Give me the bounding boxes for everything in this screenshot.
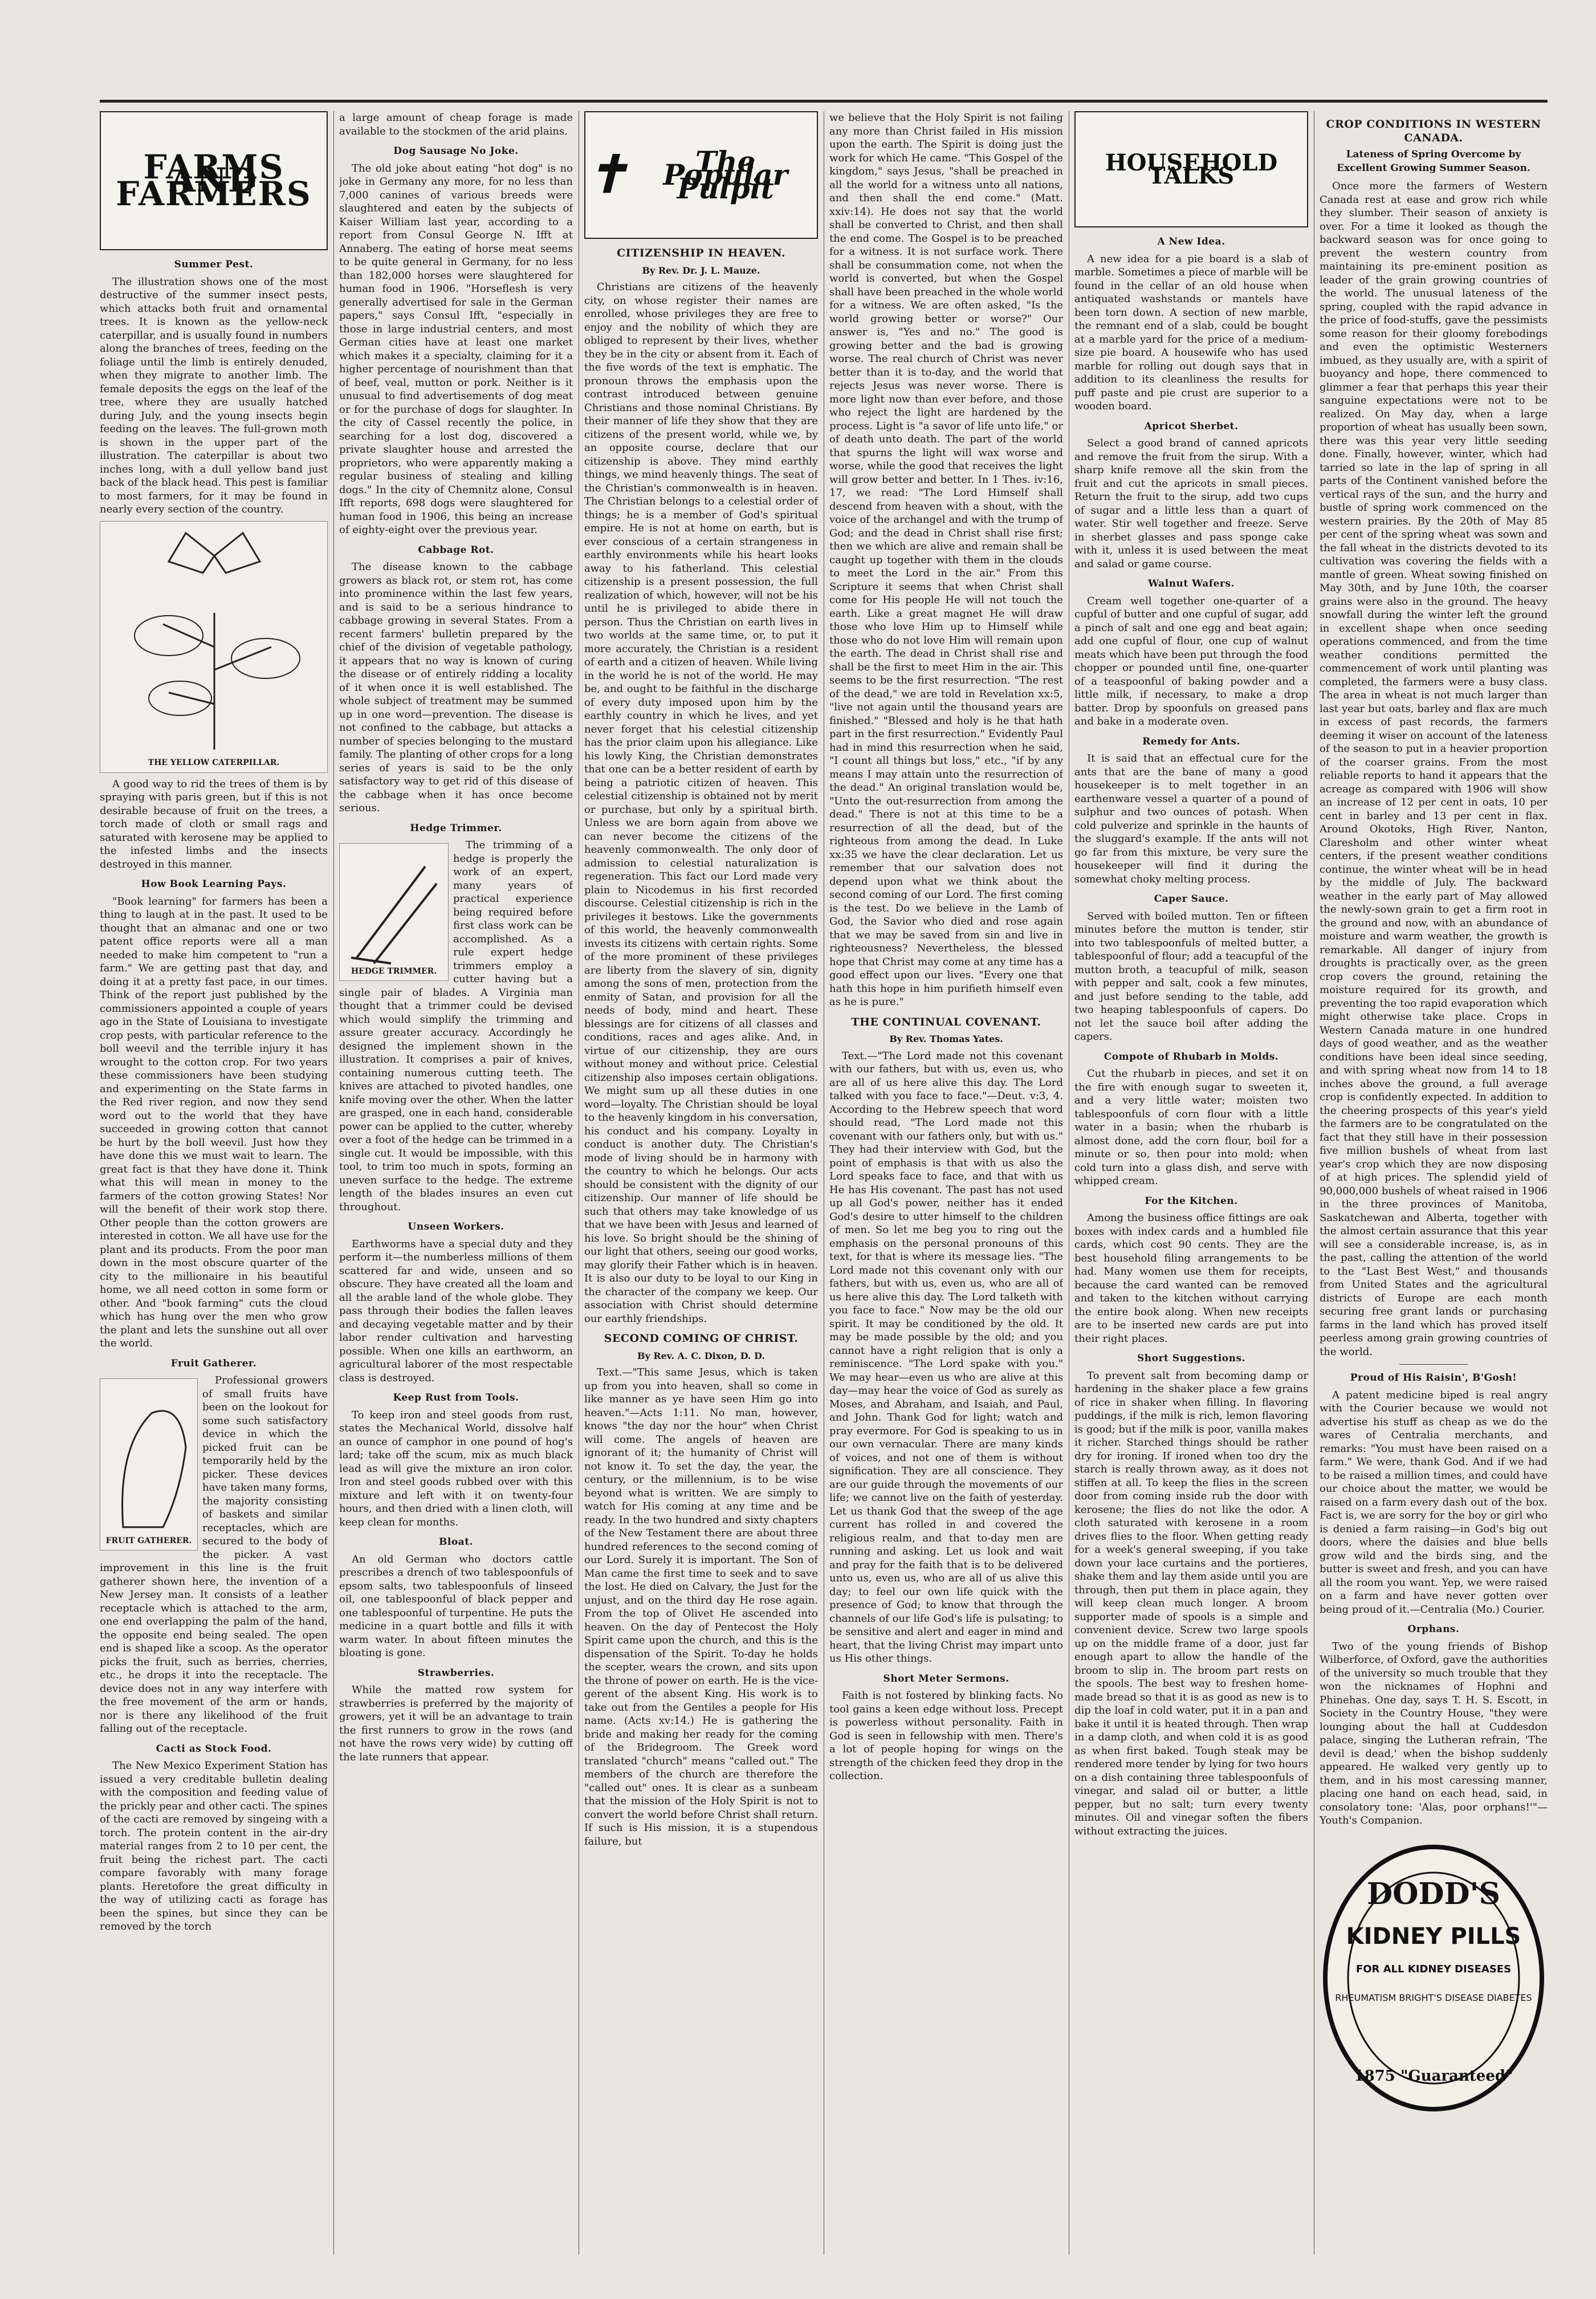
- walnut-text: Cream well together one-quarter of a cupful of butter and one cupful of sugar, add a pinch of salt and one egg and beat again; add one cupful of flour, one cup of walnut meats which have been put through the food chopper or pounded until fine, one-quarter of a teaspoonful of baking powder and a little milk, if necessary, to make a drop batter. Drop by spoonfuls on greased pans and bake in a moderate oven.: [1074, 595, 1308, 727]
- raisin-text: A patent medicine biped is real angry with the Courier because we would not advertise his stuff as cheap as we do the wares of Centralia merchants, and remarks: "You must have been raised on a farm." We were, thank God. And if we had to be raised a million times, and could have our choice about the matter, we would be raised on a farm every dash out of the box. Fact is, we are sorry for the boy or girl who is denied a farm raising—in God's big out doors, where the daisies and blue bells grow wild and the birds sing, and the butter is sweet and fresh, and you can have all the room you want. Yep, we were raised on a farm and have never gotten over being proud of it.—Centralia (Mo.) Courier.: [1320, 1389, 1548, 1616]
- column-1: [100, 111, 328, 2255]
- second-coming-byline: By Rev. A. C. Dixon, D. D.: [637, 1350, 766, 1361]
- column-divider: [333, 111, 334, 2255]
- second-coming-text: Text.—"This same Jesus, which is taken up from you into heaven, shall so come in like manner as ye have seen Him go into heaven."—Acts 1:11. No man, however, knows "the day nor the hour" when Christ will come. The angels of heaven are ignorant of it; the humanity of Christ will not know it. To set the day, the year, the century, or the millennium, is to be wise beyond what is written. We are simply to watch for His coming at any time and be ready. In the two hundred and sixty chapters of the New Testament there are about three hundred references to the second coming of our Lord. Surely it is important. The Son of Man came the first time to seek and to save the lost. He died on Calvary, the Just for the unjust, and on the third day He rose again. From the top of Olivet He ascended into heaven. On the day of Pentecost the Holy Spirit came upon the church, and this is the dispensation of the Spirit. To-day he holds the scepter, wears the crown, and sits upon the throne of power on earth. He is the vice-gerent of the absent King. His work is to take out from the Gentiles a people for His name. (Acts xv:14.) He is gathering the bride and making her ready for the coming of the Bridegroom. The Greek word translated "church" means "called out." The members of the church are therefore the "called out" ones. It is clear as a sunbeam that the mission of the Holy Spirit is not to convert the world before Christ shall return. If such is His mission, it is a stupendous failure, but: [584, 1366, 818, 1848]
- cacti-continued-text: a large amount of cheap forage is made available to the stockmen of the arid plains.: [339, 112, 573, 137]
- crops-heading: CROP CONDITIONS IN WESTERN CANADA.: [1326, 118, 1541, 144]
- dog-sausage-heading: Dog Sausage No Joke.: [393, 145, 519, 157]
- orphans-heading: Orphans.: [1407, 1623, 1460, 1635]
- crops-subheading: Lateness of Spring Overcome by Excellent Growing Summer Season.: [1337, 149, 1530, 174]
- suggestions-text: To prevent salt from becoming damp or hardening in the shaker place a few grains of rice in shaker when filling. In flavoring puddings, if the milk is rich, lemon flavoring is good; but if the milk is poor, vanilla makes it richer. Starched things should be rather dry for ironing. If ironed when too dry the starch is really thrown away, as it does not stiffen at all. To keep the flies in the screen door from coming inside rub the door with kerosene; the flies do not like the odor. A cloth saturated with kerosene in a room drives flies to the floor. When getting ready for a week's general sweeping, if you take down your lace curtains and the portieres, shake them and lay them aside until you are through, then put them in place again, they will keep clean much longer. A broom supporter made of spools is a simple and convenient device. Screw two large spools up on the middle frame of a door, just far enough apart to allow the handle of the broom to slip in. The broom part rests on the spools. The best way to freshen home-made bread so that it is as good as new is to dip the loaf in cold water, put it in a pan and bake it until it is heated through. Then wrap in a damp cloth, and when cold it is as good as when first baked. Tough steak may be rendered more tender by lying for two hours on a dish containing three tablespoonfuls of vinegar, and salad oil or butter, a little pepper, but no salt; turn every twenty minutes. Oil and vinegar soften the fibers without extracting the juices.: [1074, 1369, 1308, 1837]
- summer-pest-text: The illustration shows one of the most destructive of the summer insect pests, which attacks both fruit and ornamental trees. It is known as the yellow-neck caterpillar, and is usually found in numbers along the branches of trees, feeding on the foliage until the limb is entirely denuded, when they migrate to another limb. The female deposits the eggs on the leaf of the tree, where they are usually hatched during July, and the young insects begin feeding on the leaves. The full-grown moth is shown in the upper part of the illustration. The caterpillar is about two inches long, with a dull yellow band just back of the black head. This pest is familiar to most farmers, for it may be found in nearly every section of the country.: [100, 275, 328, 515]
- covenant-heading: THE CONTINUAL COVENANT.: [851, 1015, 1041, 1028]
- apricot-text: Select a good brand of canned apricots and remove the fruit from the sirup. With a sharp knife remove all the skin from the fruit and cut the apricots in small pieces. Return the fruit to the sirup, add two cups of sugar and a little less than a quart of water. Stir well together and freeze. Serve in sherbet glasses and pass sponge cake with it, unless it is used between the meat and salad or game course.: [1074, 437, 1308, 570]
- ad-brand: DODD'S: [1366, 1876, 1501, 1911]
- citizenship-heading: CITIZENSHIP IN HEAVEN.: [617, 247, 785, 259]
- covenant-byline: By Rev. Thomas Yates.: [889, 1033, 1003, 1044]
- cross-icon: ✝: [585, 144, 629, 205]
- farms-masthead: FARMS AND FARMERS: [100, 111, 328, 250]
- caper-text: Served with boiled mutton. Ten or fifteen minutes before the mutton is tender, stir into two tablespoonfuls of melted butter, a tablespoonful of flour; add a teacupful of the mutton broth, a teacupful of milk, season with pepper and salt, cook a few minutes, and just before sending to the table, add two heaping tablespoonfuls of capers. Do not let the sauce boil after adding the capers.: [1074, 910, 1308, 1043]
- newspaper-page: [100, 100, 1548, 2266]
- hand-with-basket-icon: [100, 1379, 197, 1550]
- hedge-trimmer-illustration: [339, 843, 449, 981]
- dog-sausage-text: The old joke about eating "hot dog" is no joke in Germany any more, for no less than 7,000 canines of various breeds were slaughtered and eaten by the subjects of Kaiser William last year, according to a report from Consul George N. Ifft at Annaberg. The eating of horse meat seems to be quite general in Germany, for no less than 182,000 horses were slaughtered for human food in 1906. "Horseflesh is very generally advertised for sale in the German papers," says Consul Ifft, "especially in those in large industrial centers, and most German cities have at least one market which makes it a specialty, claiming for it a higher percentage of nourishment than that of beef, veal, mutton or pork. Neither is it unusual to find advertisements of dog meat or for the purchase of dogs for slaughter. In the city of Cassel recently the police, in searching for a lost dog, discovered a private slaughter house and arrested the proprietors, who were apparently making a regular business of stealing and killing dogs." In the city of Chemnitz alone, Consul Ifft reports, 698 dogs were slaughtered for human food in 1906, this being an increase of eighty-eight over the previous year.: [339, 162, 573, 536]
- ad-badge: 1875 "Guaranteed": [1354, 2067, 1513, 2085]
- sermons-text: Faith is not fostered by blinking facts. No tool gains a keen edge without loss. Precept is powerless without personality. Faith in God is seen in fellowship with men. There's a lot of people hoping for wings on the strength of the chicken feed they drop in the collection.: [829, 1690, 1063, 1782]
- strawberries-text: While the matted row system for strawberries is preferred by the majority of growers, yet it will be an advantage to train the first runners to grow in the rows (and not have the rows very wide) by cutting off the late runners that appear.: [339, 1684, 573, 1763]
- sermons-heading: Short Meter Sermons.: [883, 1673, 1009, 1684]
- summer-pest-heading: Summer Pest.: [174, 259, 254, 270]
- apricot-heading: Apricot Sherbet.: [1144, 420, 1239, 432]
- pulpit-masthead: ✝ The Popular Pulpit: [584, 111, 818, 239]
- ants-heading: Remedy for Ants.: [1142, 735, 1240, 747]
- hedge-trimmer-caption: HEDGE TRIMMER.: [351, 966, 437, 976]
- fruit-gatherer-text: Professional growers of small fruits have been on the lookout for some such satisfactory device in which the picked fruit can be temporarily held by the picker. These devices have taken many forms, the majority consisting of baskets and similar receptacles, which are secured to the body of the picker. A vast improvement in this line is the fruit gatherer shown here, the invention of a New Jersey man. It consists of a leather receptacle which is attached to the arm, one end overlapping the palm of the hand, the opposite end being sealed. The open end is shaped like a scoop. As the operator picks the fruit, such as berries, cherries, etc., he drops it into the receptacle. The device does not in any way interfere with the free movement of the arm or hands, nor is there any likelihood of the fruit falling out of the receptacle.: [100, 1374, 328, 1735]
- ad-product: KIDNEY PILLS: [1346, 1923, 1521, 1950]
- caterpillar-illustration: [100, 521, 328, 773]
- book-learning-text: "Book learning" for farmers has been a thing to laugh at in the past. It used to be thought that an almanac and one or two patent office reports were all a man needed to make him competent to "run a farm." We are getting past that day, and doing it at a pretty fast pace, in our times. Think of the report just published by the commissioners appointed a couple of years ago in the State of Louisiana to investigate crop pests, with particular reference to the boll weevil and the terrible injury it has wrought to the cotton crop. For two years these commissioners have been studying and experimenting on the State farms in the Red river region, and now they send word out to the world that they have succeeded in growing cotton that cannot be hurt by the boll weevil. Just how they have done this we must wait to learn. The great fact is that they have done it. Think what this will mean in money to the farmers of the cotton growing States! Nor will the benefit of their work stop there. Other people than the cotton growers are interested in cotton. We all have use for the plant and its products. From the poor man down in the most obscure quarter of the city to the millionaire in his beautiful home, we all need cotton in some form or other. And "book farming" cuts the cloud which has hung over the men who grow the plant and lets the sunshine out all over the world.: [100, 895, 328, 1349]
- unseen-workers-heading: Unseen Workers.: [408, 1221, 504, 1232]
- hedge-trimmer-heading: Hedge Trimmer.: [410, 822, 502, 834]
- walnut-heading: Walnut Wafers.: [1148, 578, 1235, 589]
- hedge-trimmer-text: The trimming of a hedge is properly the work of an expert, many years of practical experience being required before first class work can be accomplished. As a rule expert hedge trimmers employ a cutter having but a single pair of blades. A Virginia man thought that a trimmer could be devised which would simplify the trimming and assure greater accuracy. Accordingly he designed the implement shown in the illustration. It comprises a pair of knives, containing numerous cutting teeth. The knives are attached to pivoted handles, one knife moving over the other. When the latter are grasped, one in each hand, considerable power can be applied to the cutter, whereby over a foot of the hedge can be trimmed in a single cut. It would be impossible, with this tool, to trim too much in spots, forming an uneven surface to the hedge. The extreme length of the blades insures an even cut throughout.: [339, 839, 573, 1213]
- shears-icon: [340, 844, 448, 980]
- second-coming-continued-text: we believe that the Holy Spirit is not failing any more than Christ failed in His mission upon the earth. The Spirit is doing just the work for which He came. "This Gospel of the kingdom," says Jesus, "shall be preached in all the world for a witness unto all nations, and then shall the end come." (Matt. xxiv:14). He does not say that the world shall be converted to Christ, and then shall the end come. The Gospel is to be preached for a witness. It is not surface work. There shall be consummation come, not when the world is converted, but when the Gospel shall have been preached in the whole world for a witness. We are often asked, "Is the world growing better or worse?" Our answer is, "Yes and no." The good is growing better and the bad is growing worse. The real church of Christ was never better than it is to-day, and the world that rejects Jesus was never worse. There is more light now than ever before, and those who reject the light are hardened by the process. Light is "a savor of life unto life," or of death unto death. The part of the world that spurns the light will wax worse and worse, while the good that receives the light will grow better and better. In 1 Thes. iv:16, 17, we read: "The Lord Himself shall descend from heaven with a shout, with the voice of the archangel and with the trump of God; and the dead in Christ shall rise first; then we which are alive and remain shall be caught up together with them in the clouds to meet the Lord in the air." From this Scripture it seems that when Christ shall come for His people He will not touch the earth. Like a great magnet He will draw those who love Him up to Himself while those who do not love Him will remain upon the earth. The dead in Christ shall rise and shall be the first to meet Him in the air. This seems to be the first resurrection. "The rest of the dead," we are told in Revelation xx:5, "live not again until the thousand years are finished." "Blessed and holy is he that hath part in the first resurrection." Evidently Paul had in mind this resurrection when he said, "I count all things but loss," etc., "if by any means I may attain unto the resurrection of the dead." An original translation would be, "Unto the out-resurrection from among the dead." There is not at this time to be a resurrection of all the dead, but of the righteous from among the dead. In Luke xx:35 we have the clear declaration. Let us remember that our salvation does not depend upon what we think about the second coming of our Lord. The first coming is the test. Do we believe in the Lamb of God, the Savior who died and rose again that we may be saved from sin and live in righteousness? Nevertheless, the blessed hope that Christ may come at any time has a good effect upon our lives. "Every one that hath this hope in him purifieth himself even as he is pure.": [829, 112, 1063, 1008]
- book-learning-heading: How Book Learning Pays.: [141, 878, 287, 890]
- cabbage-rot-text: The disease known to the cabbage growers as black rot, or stem rot, has come into prominence within the last few years, and is said to be a serious hindrance to cabbage growing in several States. From a recent farmers' bulletin prepared by the chief of the division of vegetable pathology, it appears that no way is known of curing the disease or of entirely ridding a locality of it when once it is well established. The whole subject of treatment may be summed up in one word—prevention. The disease is not confined to the cabbage, but attacks a number of species belonging to the mustard family. The planting of other crops for a long series of years is said to be the only satisfactory way to get rid of this disease of the cabbage when it has once become serious.: [339, 561, 573, 814]
- second-coming-heading: SECOND COMING OF CHRIST.: [604, 1332, 799, 1345]
- column-2: [339, 111, 573, 2255]
- bloat-text: An old German who doctors cattle prescribes a drench of two tablespoonfuls of epsom salts, two tablespoonfuls of linseed oil, one tablespoonful of black pepper and one tablespoonful of turpentine. He puts the medicine in a quart bottle and fills it with warm water. In about fifteen minutes the bloating is gone.: [339, 1553, 573, 1659]
- rust-text: To keep iron and steel goods from rust, states the Mechanical World, dissolve half an ounce of camphor in one pound of hog's lard; take off the scum, mix as much black lead as will give the mixture an iron color. Iron and steel goods rubbed over with this mixture and left with it on twenty-four hours, and then dried with a linen cloth, will keep clean for months.: [339, 1409, 573, 1528]
- citizenship-byline: By Rev. Dr. J. L. Mauze.: [642, 265, 760, 276]
- caper-heading: Caper Sauce.: [1154, 893, 1229, 905]
- ants-text: It is said that an effectual cure for the ants that are the bane of many a good housekeeper is to melt together in an earthenware vessel a quarter of a pound of sulphur and two ounces of potash. When cold pulverize and sprinkle in the haunts of the sluggard's example. If the ants will not go far from this mixture, be very sure the housekeeper will find it during the somewhat choky melting process.: [1074, 752, 1308, 885]
- rhubarb-text: Cut the rhubarb in pieces, and set it on the fire with enough sugar to sweeten it, and a very little water; moisten two tablespoonfuls of corn flour with a little water in a basin; when the rhubarb is almost done, add the corn flour, boil for a minute or so, then pour into mold; when cold turn into a glass dish, and serve with whipped cream.: [1074, 1068, 1308, 1187]
- new-idea-text: A new idea for a pie board is a slab of marble. Sometimes a piece of marble will be found in the cellar of an old house when antiquated washstands or mantels have been torn down. A section of new marble, the remnant end of a slab, could be bought at a marble yard for the price of a medium-size pie board. A housewife who has used marble for rolling out dough says that in addition to its cleanliness the results for puff paste and pie crust are superior to a wooden board.: [1074, 253, 1308, 412]
- unseen-workers-text: Earthworms have a special duty and they perform it—the numberless millions of them scattered far and wide, unseen and so obscure. They have created all the loam and all the arable land of the whole globe. They pass through their bodies the fallen leaves and decaying vegetable matter and by their labor render cultivation and harvesting possible. When one kills an earthworm, an agricultural laborer of the most respectable class is destroyed.: [339, 1238, 573, 1384]
- household-masthead: HOUSEHOLD TALKS: [1074, 111, 1308, 227]
- fruit-gatherer-caption: FRUIT GATHERER.: [105, 1536, 192, 1545]
- orphans-text: Two of the young friends of Bishop Wilberforce, of Oxford, gave the authorities of the university so much trouble that they won the nicknames of Hophni and Phinehas. One day, says T. H. S. Escott, in Society in the Country House, "they were lounging about the hall at Cuddesdon palace, singing the Lutheran refrain, 'The devil is dead,' when the bishop suddenly appeared. He walked very gently up to them, and in his most caressing manner, placing one hand on each head, said, in consolatory tone: 'Alas, poor orphans!'"—Youth's Companion.: [1320, 1640, 1548, 1826]
- kitchen-heading: For the Kitchen.: [1145, 1195, 1238, 1207]
- fruit-gatherer-illustration: [100, 1378, 198, 1551]
- section-divider: [1399, 1364, 1468, 1365]
- column-3: [584, 111, 818, 2255]
- bloat-heading: Bloat.: [439, 1536, 473, 1548]
- cacti-heading: Cacti as Stock Food.: [156, 1743, 272, 1755]
- moth-and-leaves-icon: [100, 522, 327, 772]
- new-idea-heading: A New Idea.: [1157, 236, 1226, 247]
- ad-inner-text: RHEUMATISM BRIGHT'S DISEASE DIABETES: [1335, 1992, 1532, 2003]
- covenant-text: Text.—"The Lord made not this covenant with our fathers, but with us, even us, who are all of us here alive this day. The Lord talked with you face to face."—Deut. v:3, 4. According to the Hebrew speech that word should read, "The Lord made not this covenant with our fathers only, but with us." They had their interview with God, but the point of emphasis is that with us also the Lord speaks face to face, and that with us He has His covenant. The past has not used up all God's power, neither has it ended God's desire to utter himself to the children of men. So let me beg you to ring out the emphasis on the personal pronouns of this text, for that is where its message lies. "The Lord made not this covenant only with our fathers, but with us, even us, who are all of us here alive this day. The Lord talketh with you face to face." Now may be the old our spirit. It may be conditioned by the old. It may be made possible by the old; and you cannot have a right religion that is only a reminiscence. "The Lord spake with you." We may hear—even us who are alive at this day—may hear the voice of God as surely as Moses, and Abraham, and Isaiah, and Paul, and John. Thank God for light; watch and pray evermore. For God is speaking to us in our own vernacular. There are many kinds of voices, and not one of them is without signification. They are all conscience. They are our guide through the movements of our life; we cannot live on the faith of yesterday. Let us thank God that the sweep of the age current has rolled in and covered the religious realm, and that to-day men are running and asking. Let us look and wait and pray for the faith that is to be delivered unto us, even us, who are all of us alive this day; to feel our own life quick with the presence of God; to know that through the channels of our life God's life is pulsating; to be sensitive and alert and eager in mind and heart, that the living Christ may impart unto us His other things.: [829, 1049, 1063, 1665]
- caterpillar-caption: THE YELLOW CATERPILLAR.: [148, 758, 280, 767]
- kidney-pills-ad: [1320, 1836, 1548, 2121]
- cacti-text: The New Mexico Experiment Station has issued a very creditable bulletin dealing with the composition and feeding value of the prickly pear and other cacti. The spines of the cacti are removed by singeing with a torch. The protein content in the air-dry material ranges from 2 to 10 per cent, the fruit being the richest part. The cacti compare favorably with many forage plants. Heretofore the great difficulty in the way of utilizing cacti as forage has been the spines, but since they can be removed by the torch: [100, 1760, 328, 1932]
- crops-text: Once more the farmers of Western Canada rest at ease and grow rich while they slumber. Their season of anxiety is over. For a time it looked as though the backward season was for once going to prevent the western country from maintaining its pre-eminent position as leader of the grain growing countries of the world. The unusual lateness of the spring, coupled with the rapid advance in the price of food-stuffs, gave the pessimists some reason for their gloomy forebodings and even the optimistic Westerners imbued, as they usually are, with a spirit of buoyancy and hope, there commenced to glimmer a fear that perhaps this year their sanguine expectations were not to be realized. On May day, when a large proportion of wheat has usually been sown, there was this year very little seeding done. Finally, however, winter, which had tarried so late in the lap of spring in all parts of the Continent vanished before the vertical rays of the sun, and the hurry and bustle of spring work commenced on the western prairies. By the 20th of May 85 per cent of the spring wheat was sown and the fall wheat in the districts devoted to its cultivation was covering the fields with a mantle of green. Wheat sowing finished on May 30th, and by June 10th, the coarser grains were also in the ground. The heavy snowfall during the winter left the ground in excellent shape when once seeding operations commenced, and from the time weather conditions permitted the commencement of work until planting was completed, the farmers were a busy class. The area in wheat is not much larger than last year but oats, barley and flax are much in excess of past records, the farmers deeming it wiser on account of the lateness of the season to put in a heavier proportion of the coarser grains. From the most reliable reports to hand it appears that the acreage as compared with 1906 will show an increase of 12 per cent in oats, 10 per cent in barley and 13 per cent in flax. Around Okotoks, High River, Nanton, Claresholm and other winter wheat centers, if the present weather conditions continue, the winter wheat will be in head by the middle of July. The backward weather in the early part of May allowed the newly-sown grain to get a firm root in the ground and now, with an abundance of moisture and warm weather, the growth is remarkable. All danger of injury from droughts is practically over, as the green crop covers the ground, retaining the moisture required for its growth, and preventing the too rapid evaporation which might otherwise take place. Crops in Western Canada mature in one hundred days of good weather, and as the weather conditions have been ideal since seeding, and with spring wheat now from 14 to 18 inches above the ground, a full average crop is confidently expected. In addition to the cheering prospects of this year's yield the farmers are to be congratulated on the fact that they still have in their possession five million bushels of wheat from last year's crop which they are now disposing of at high prices. The splendid yield of 90,000,000 bushels of wheat raised in 1906 in the three provinces of Manitoba, Saskatchewan and Alberta, together with the almost certain assurance that this year will see a considerable increase, is, as in the past, calling the attention of the world to the "Last Best West," and thousands from United States and the agricultural districts of Europe are each month securing free grant lands or purchasing farms in the land which has proved itself peerless among grain growing countries of the world.: [1320, 180, 1548, 1358]
- fruit-gatherer-heading: Fruit Gatherer.: [170, 1357, 257, 1369]
- cabbage-rot-heading: Cabbage Rot.: [418, 544, 494, 556]
- citizenship-text: Christians are citizens of the heavenly city, on whose register their names are enrolled, whose privileges they are free to enjoy and the nobility of which they are obliged to represent by their lives, whether they be in the city or absent from it. Each of the five words of the text is emphatic. The pronoun throws the emphasis upon the contrast introduced between genuine Christians and those nominal Christians. By their manner of life they show that they are citizens of the present world, while we, by an opposite course, declare that our citizenship is above. They mind earthly things, we mind heavenly things. The seat of the Christian's commonwealth is in heaven. The Christian belongs to a celestial order of things; he is a member of God's spiritual empire. He is not at home on earth, but is ever conscious of a certain strangeness in earthly environments while his heart looks away to his fatherland. This celestial citizenship is a present possession, the full realization of which, however, will not be his until he is privileged to abide there in person. Thus the Christian on earth lives in two worlds at the same time, or, to put it more accurately, the Christian is a resident of earth and a citizen of heaven. While living in the world he is not of the world. He may be, and ought to be faithful in the discharge of every duty imposed upon him by the earthly country in which he lives, and yet never forget that his celestial citizenship has the prior claim upon his allegiance. Like his lowly King, the Christian demonstrates that one can be a better resident of earth by being a patriotic citizen of heaven. This celestial citizenship is obtained not by merit or purchase, but only by a spiritual birth. Unless we are born again from above we can never become the citizens of the heavenly commonwealth. The only door of admission to celestial naturalization is regeneration. This fact our Lord made very plain to Nicodemus in his first recorded discourse. Celestial citizenship is rich in the privileges it bestows. Like the governments of this world, the heavenly commonwealth invests its citizens with certain rights. Some of the more prominent of these privileges are liberty from the slavery of sin, dignity among the sons of men, protection from the enmity of Satan, and provision for all the needs of body, mind and heart. These blessings are for citizens of all classes and conditions, races and ages alike. And, in virtue of our citizenship, they are ours without money and without price. Celestial citizenship also imposes certain obligations. We might sum up all these duties in one word—loyalty. The Christian should be loyal to the heavenly kingdom in his conversation, his conduct and his company. Loyalty in conduct is another duty. The Christian's mode of living should be in harmony with the country to which he belongs. Our acts should be consistent with the dignity of our citizenship. Our manner of life should be such that others may take knowledge of us that we have been with Jesus and learned of his love. So bright should be the shining of our light that others, seeing our good works, may glorify their Father which is in heaven. It is also our duty to be loyal to our King in the character of the company we keep. Our association with Christ should determine our earthly friendships.: [584, 281, 818, 1325]
- column-4: [829, 111, 1063, 2255]
- column-5: [1074, 111, 1308, 2255]
- caterpillar-remedy-text: A good way to rid the trees of them is by spraying with paris green, but if this is not desirable because of fruit on the trees, a torch made of cloth or small rags and saturated with kerosene may be applied to the infested limbs and the insects destroyed in this manner.: [100, 778, 328, 870]
- suggestions-heading: Short Suggestions.: [1137, 1353, 1245, 1364]
- raisin-heading: Proud of His Raisin', B'Gosh!: [1350, 1372, 1517, 1384]
- top-rule: [100, 100, 1548, 103]
- ad-ring-text: FOR ALL KIDNEY DISEASES: [1355, 1963, 1512, 1975]
- column-6: [1320, 111, 1548, 2255]
- strawberries-heading: Strawberries.: [417, 1667, 495, 1679]
- rust-heading: Keep Rust from Tools.: [393, 1392, 519, 1403]
- kitchen-text: Among the business office fittings are oak boxes with index cards and a humbled file cards, which cost 90 cents. They are the best household filing arrangements to be had. Many women use them for receipts, because the card wanted can be removed and taken to the kitchen without carrying the entire book along. When new receipts are to be inserted new cards are put into their right places.: [1074, 1212, 1308, 1345]
- rhubarb-heading: Compote of Rhubarb in Molds.: [1104, 1051, 1279, 1063]
- pill-box-icon: [1320, 1836, 1548, 2121]
